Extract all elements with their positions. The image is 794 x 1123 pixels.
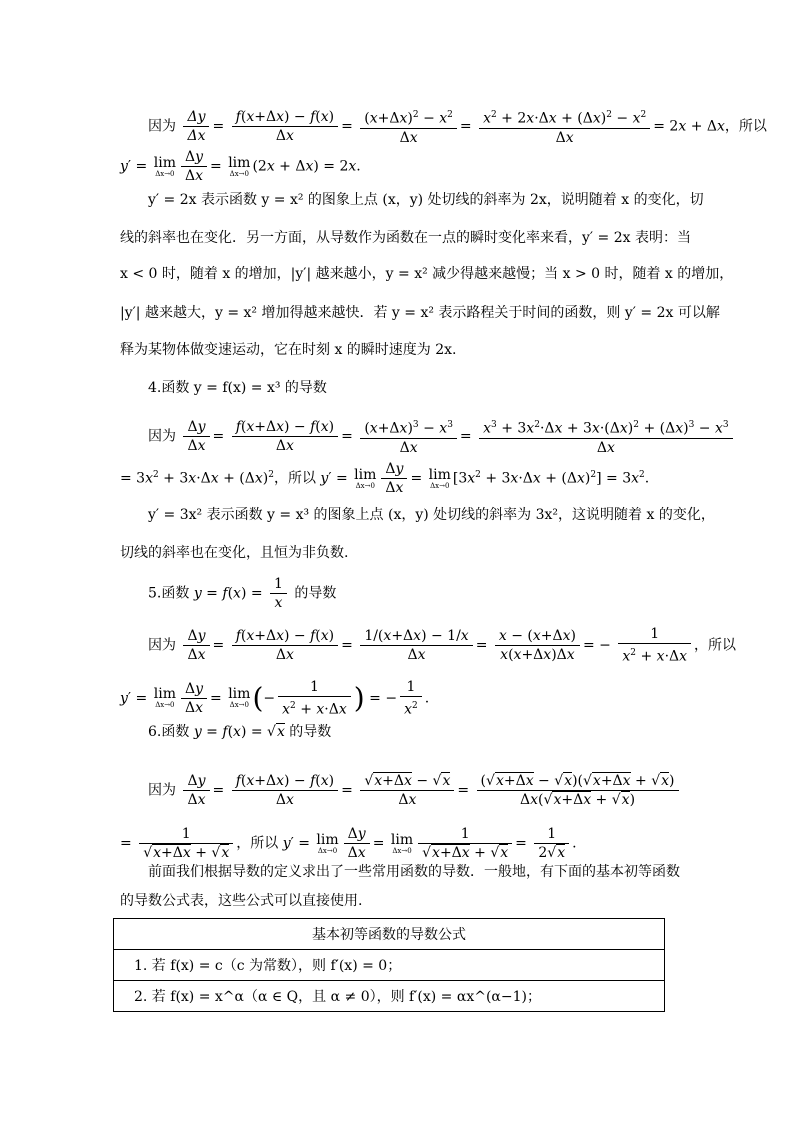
eq-sqrt-step1: 因为 $\frac{\Delta y}{\Delta x}$ = $\frac{f(x+\Delta x) - f(x)}{\Delta x}$ = $\frac{√x+\Delta x - √x}{\Delta x}$ = $\frac{(√x+\Delta x - √x)(√x+\Delta x + √x)}{\Delta x(√x+\Delta x + √x)}$ [148, 772, 682, 809]
formula-1: 1. 若 f(x) = c（c 为常数），则 f′(x) = 0； [114, 950, 665, 981]
table-row [114, 950, 665, 981]
eq-cube-step1: 因为 $\frac{\Delta y}{\Delta x}$ = $\frac{f(x+\Delta x) - f(x)}{\Delta x}$ = $\frac{(x+\Delta x)^3 - x^3}{\Delta x}$ = $\frac{x^3 + 3x^2\cdot\Delta x + 3x\cdot(\Delta x)^2 + (\Delta x)^3 - x^3}{\Delta x}$ [148, 416, 736, 457]
table-row [114, 981, 665, 1012]
table-title: 基本初等函数的导数公式 [114, 919, 665, 950]
para-2-line-2: 切线的斜率也在变化，且恒为非负数. [120, 545, 349, 561]
para-3-line-2: 的导数公式表，这些公式可以直接使用. [120, 893, 363, 909]
heading-6: 6.函数 y = f(x) = √x 的导数 [148, 724, 332, 740]
eq-recip-limit: y′ = lim Δx→0 $\frac{\Delta y}{\Delta x}$ = lim Δx→0 (− $\frac{1}{x^2 + x\cdot\Delta x}$ ) = − $\frac{1}{x^2}$ . [120, 679, 430, 718]
para-2-line-1: y′ = 3x² 表示函数 y = x³ 的图象上点 (x，y) 处切线的斜率为 3x²，这说明随着 x 的变化， [148, 507, 715, 523]
eq-cube-limit: = $3x^2 + 3x\cdot\Delta x + (\Delta x)^2$，所以 y′ = lim Δx→0 $\frac{\Delta y}{\Delta x}$ = lim Δx→0 $[3x^2 + 3x\cdot\Delta x + (\Delta x)^2] = 3x^2$. [120, 461, 650, 496]
heading-5: 5.函数 y = f(x) = $\frac{1}{x}$ 的导数 [148, 576, 337, 611]
derivative-formula-table [113, 918, 665, 1012]
eq-square-step1: 因为 $\frac{\Delta y}{\Delta x}$ = $\frac{f(x+\Delta x) - f(x)}{\Delta x}$ = $\frac{(x+\Delta x)^2 - x^2}{\Delta x}$ = $\frac{x^2 + 2x\cdot\Delta x + (\Delta x)^2 - x^2}{\Delta x}$ = 2x + Δx，所以 [148, 106, 767, 147]
para-1-line-3: x < 0 时，随着 x 的增加，|y′| 越来越小，y = x² 减少得越来越慢；当 x > 0 时，随着 x 的增加， [120, 266, 734, 282]
heading-4: 4.函数 y = f(x) = x³ 的导数 [148, 380, 327, 396]
eq-sqrt-limit: = $\frac{1}{√x+\Delta x + √x}$ ，所以 y′ = lim Δx→0 $\frac{\Delta y}{\Delta x}$ = lim Δx→0 $\frac{1}{√x+\Delta x + √x}$ = $\frac{1}{2√x}$ . [120, 826, 577, 861]
para-1-line-2: 线的斜率也在变化．另一方面，从导数作为函数在一点的瞬时变化率来看，y′ = 2x 表明：当 [120, 230, 691, 246]
para-1-line-5: 释为某物体做变速运动，它在时刻 x 的瞬时速度为 2x. [120, 342, 457, 358]
eq-square-limit: y′ = lim Δx→0 $\frac{\Delta y}{\Delta x}$ = lim Δx→0 (2x + Δx) = 2x. [120, 149, 361, 184]
para-3-line-1: 前面我们根据导数的定义求出了一些常用函数的导数．一般地，有下面的基本初等函数 [148, 864, 680, 880]
para-1-line-1: y′ = 2x 表示函数 y = x² 的图象上点 (x，y) 处切线的斜率为 2x，说明随着 x 的变化，切 [148, 192, 704, 208]
eq-recip-step1: 因为 $\frac{\Delta y}{\Delta x}$ = $\frac{f(x+\Delta x) - f(x)}{\Delta x}$ = $\frac{1/(x+\Delta x) - 1/x}{\Delta x}$ = $\frac{x - (x+\Delta x)}{x(x+\Delta x)\Delta x}$ = − $\frac{1}{x^2 + x\cdot\Delta x}$ ，所以 [148, 626, 737, 665]
para-1-line-4: |y′| 越来越大，y = x² 增加得越来越快．若 y = x² 表示路程关于时间的函数，则 y′ = 2x 可以解 [120, 305, 720, 321]
formula-2: 2. 若 f(x) = x^α（α ∈ Q，且 α ≠ 0），则 f′(x) = αx^(α−1)； [114, 981, 665, 1012]
table-header-row [114, 919, 665, 950]
